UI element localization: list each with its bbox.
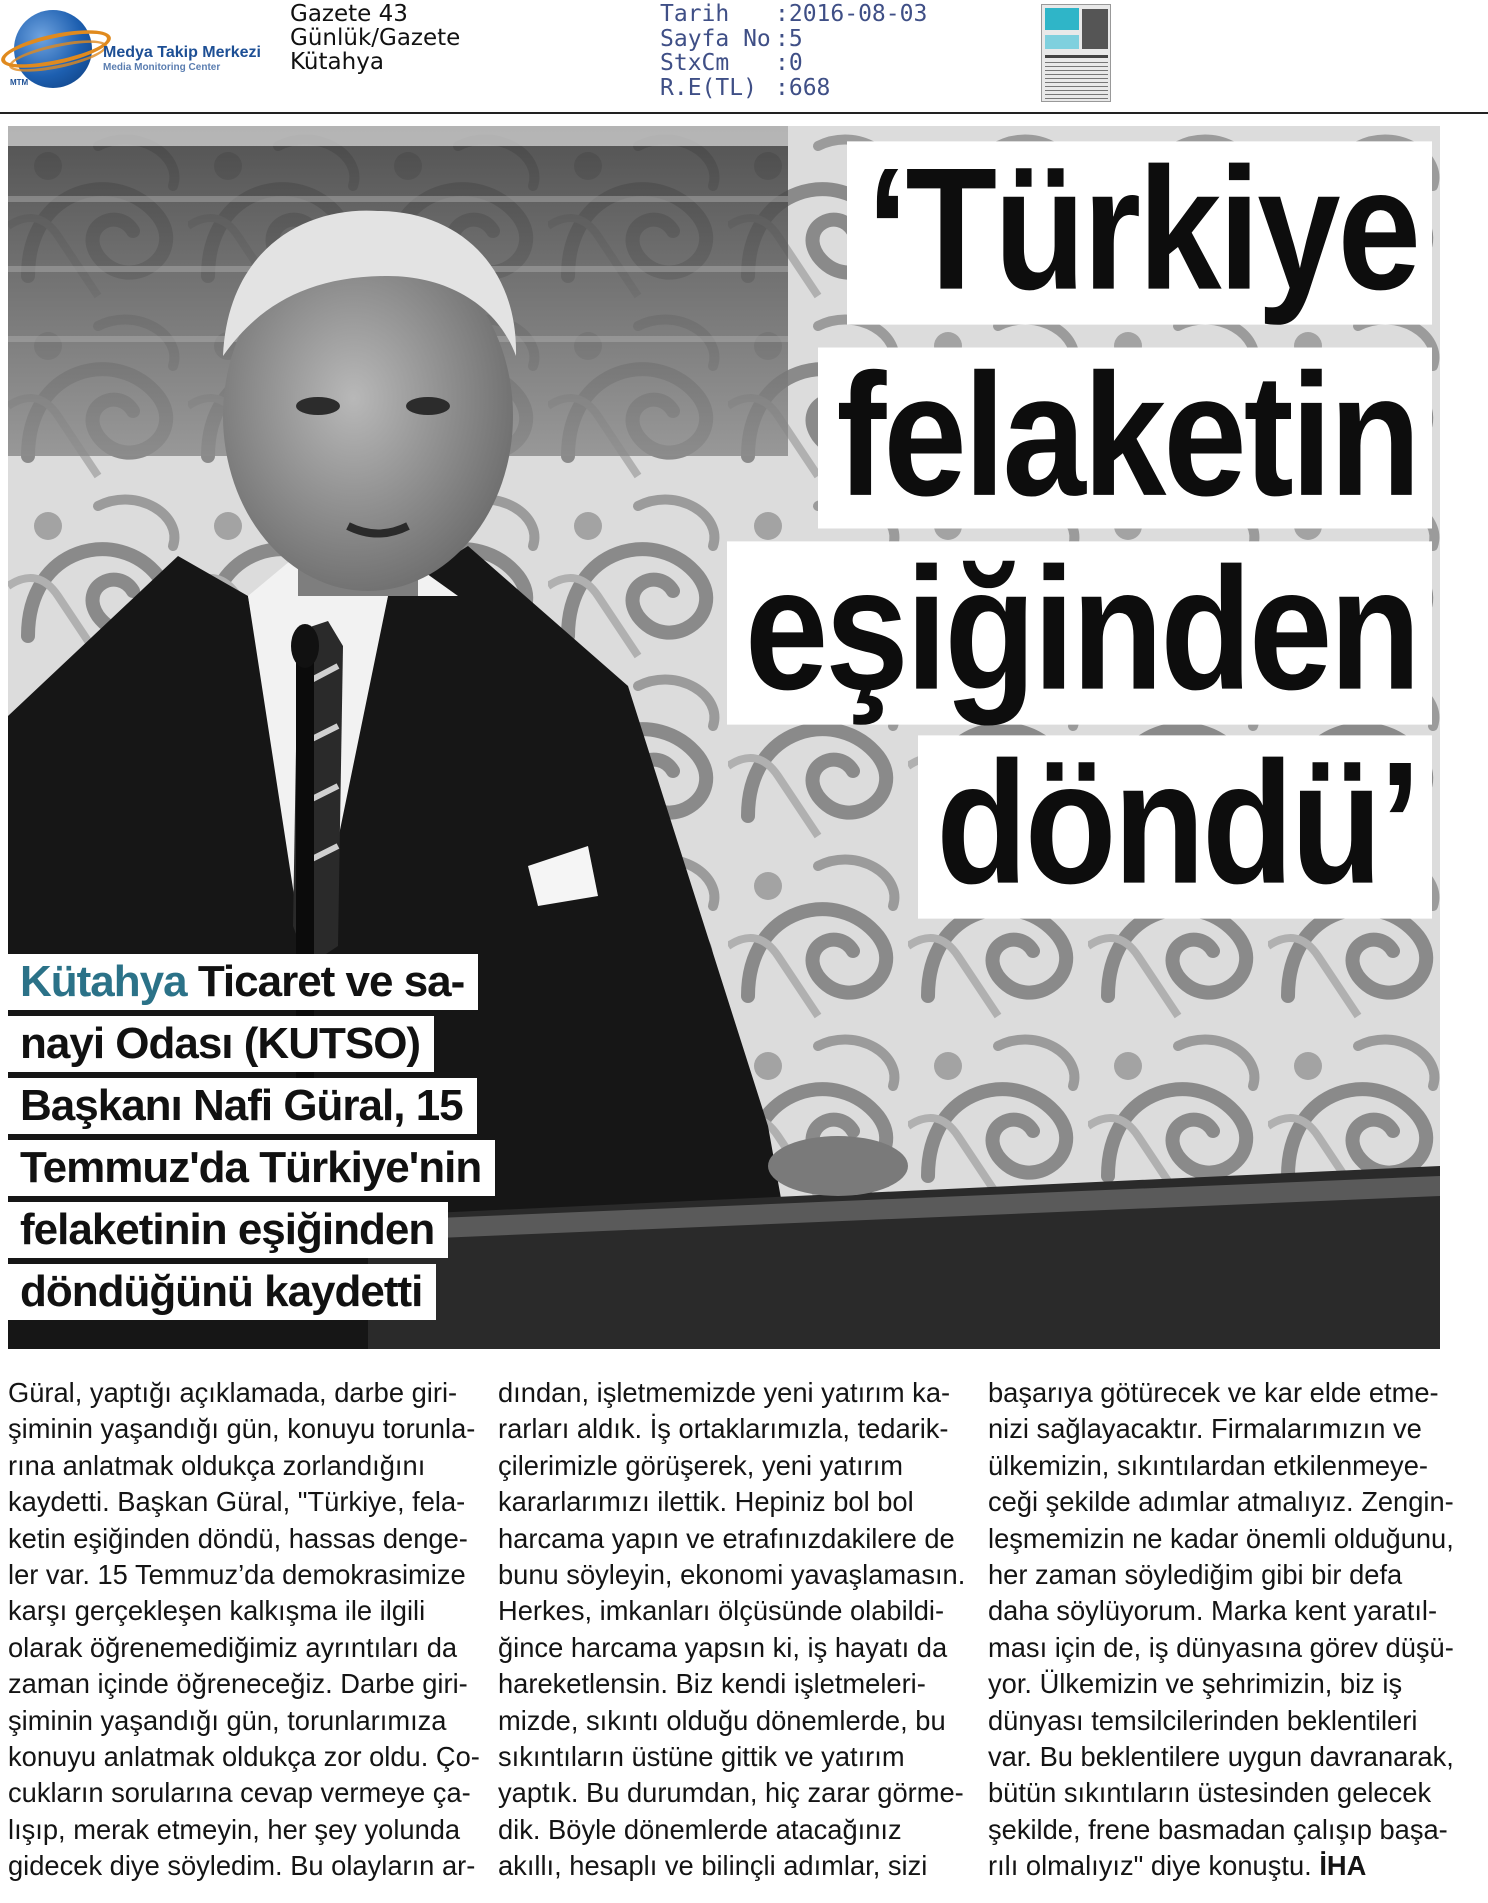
publication-name: Gazete 43 [290,1,408,27]
text-line: ceği şekilde adımlar atmalıyız. Zengin- [988,1486,1454,1518]
page-thumbnail[interactable] [1041,4,1111,102]
text-line: var. Bu beklentilere uygun davranarak, [988,1741,1454,1773]
text-line: ğince harcama yapsın ki, iş hayatı da [498,1631,948,1663]
meta-key: Tarih [660,1,730,27]
agency-credit: İHA [1319,1850,1367,1882]
text-line: dından, işletmemizde yeni yatırım ka- [498,1377,951,1408]
caption-city: Kütahya [20,957,187,1006]
logo-subtitle: Media Monitoring Center [103,62,221,73]
text-line: ler var. 15 Temmuz’da demokrasimize [8,1559,466,1591]
text-line: başarıya götürecek ve kar elde etme- [988,1377,1439,1408]
meta-value: :5 [775,25,803,52]
headline-line-1: ‘Türkiye [847,141,1432,324]
text-line: Güral, yaptığı açıklamada, darbe giri- [8,1377,458,1408]
text-line: daha söylüyorum. Marka kent yaratıl- [988,1595,1438,1627]
meta-key: R.E(TL) [660,74,757,101]
text-line: leşmemizin ne kadar önemli olduğunu, [988,1522,1454,1554]
text-line: olarak öğrenemediğimiz ayrıntıları da [8,1631,458,1663]
text-line: dik. Böyle dönemlerde atacağınız [498,1813,902,1845]
caption-line: felaketinin eşiğinden [8,1202,448,1258]
text-line: konuyu anlatmak oldukça zor oldu. Ço- [8,1741,480,1773]
text-line: yaptık. Bu durumdan, hiç zarar görme- [498,1777,964,1809]
meta-ad-value [660,76,927,101]
article-body [8,1375,1454,1895]
text-line: zaman içinde öğreneceğiz. Darbe giri- [8,1668,468,1700]
meta-page [660,27,927,52]
text-line: harcama yapın ve etrafınızdakilere de [498,1522,955,1554]
article-column-2 [498,1375,966,1885]
text-line: lışıp, merak etmeyin, her şey yolunda [8,1813,461,1845]
headline-line-2: felaketin [818,348,1432,529]
text-line: gidecek diye söyledim. Bu olayların ar- [8,1850,476,1882]
text-line: çilerimizle görüşerek, yeni yatırım [498,1449,904,1481]
news-photo [8,126,1440,1349]
meta-value: :0 [775,50,803,76]
meta-value: :668 [775,74,831,101]
article-column-3 [988,1375,1456,1885]
caption-line: Başkanı Nafi Güral, 15 [8,1078,477,1134]
text-line: rarları aldık. İş ortaklarımızla, tedarik- [498,1413,949,1445]
caption-line: döndüğünü kaydetti [8,1264,436,1320]
text-line: dünyası temsilcilerinden beklentileri [988,1704,1418,1736]
text-line: rılı olmalıyız" diye konuştu. İHA [988,1850,1367,1882]
text-line: kararlarımızı ilettik. Hepiniz bol bol [498,1486,914,1518]
meta-value: :2016-08-03 [775,1,928,27]
article-column-1 [8,1375,480,1885]
text-line: bütün sıkıntıların üstesinden gelecek [988,1777,1432,1809]
text-line: hareketlensin. Biz kendi işletmeleri- [498,1668,926,1700]
text-line: akıllı, hesaplı ve bilinçli adımlar, sizi [498,1850,928,1882]
text-line: ketin eşiğinden döndü, hassas denge- [8,1522,468,1554]
mtm-logo [0,4,290,92]
text-line: şiminin yaşandığı gün, torunlarımıza [8,1704,447,1736]
publication-city: Kütahya [290,49,384,75]
text-line: bunu söyleyin, ekonomi yavaşlamasın. [498,1559,966,1591]
clipping-meta [660,2,927,100]
text-line: şekilde, frene basmadan çalışıp başa- [988,1813,1448,1845]
headline-line-4: döndü’ [918,735,1432,918]
text-line: ülkemizin, sıkıntılardan etkilenmeye- [988,1449,1428,1481]
text-line: şiminin yaşandığı gün, konuyu torunla- [8,1413,476,1445]
headline-line-3: eşiğinden [727,541,1432,724]
caption-line: Kütahya Ticaret ve sa- [8,954,478,1010]
text-line: rına anlatmak oldukça zorlandığını [8,1449,426,1481]
caption-line: nayi Odası (KUTSO) [8,1016,434,1072]
text-line: nizi sağlayacaktır. Firmalarımızın ve [988,1413,1422,1445]
photo-caption [8,954,495,1326]
header-divider [0,112,1488,114]
text-line: sıkıntıların üstüne gittik ve yatırım [498,1741,905,1773]
text-line: karşı gerçekleşen kalkışma ile ilgili [8,1595,426,1627]
publication-info [290,2,460,74]
clipping-header [0,0,1488,112]
meta-date [660,2,927,27]
text-line: kaydetti. Başkan Güral, "Türkiye, fela- [8,1486,466,1518]
caption-line: Temmuz'da Türkiye'nin [8,1140,495,1196]
text-line: ması için de, iş dünyasına görev düşü- [988,1631,1454,1663]
text-line: her zaman söylediğim gibi bir defa [988,1559,1403,1591]
meta-key: StxCm [660,50,730,76]
text-line: cukların sorularına cevap vermeye ça- [8,1777,471,1809]
publication-period: Günlük/Gazete [290,25,461,51]
meta-stxcm [660,51,927,76]
logo-title: Medya Takip Merkezi [103,44,261,61]
text-line: yor. Ülkemizin ve şehrimizin, biz iş [988,1668,1403,1700]
logo-abbr: MTM [10,78,29,87]
text-line: Herkes, imkanları ölçüsünde olabildi- [498,1595,945,1627]
meta-key: Sayfa No [660,25,771,52]
text-line: mizde, sıkıntı olduğu dönemlerde, bu [498,1704,946,1736]
